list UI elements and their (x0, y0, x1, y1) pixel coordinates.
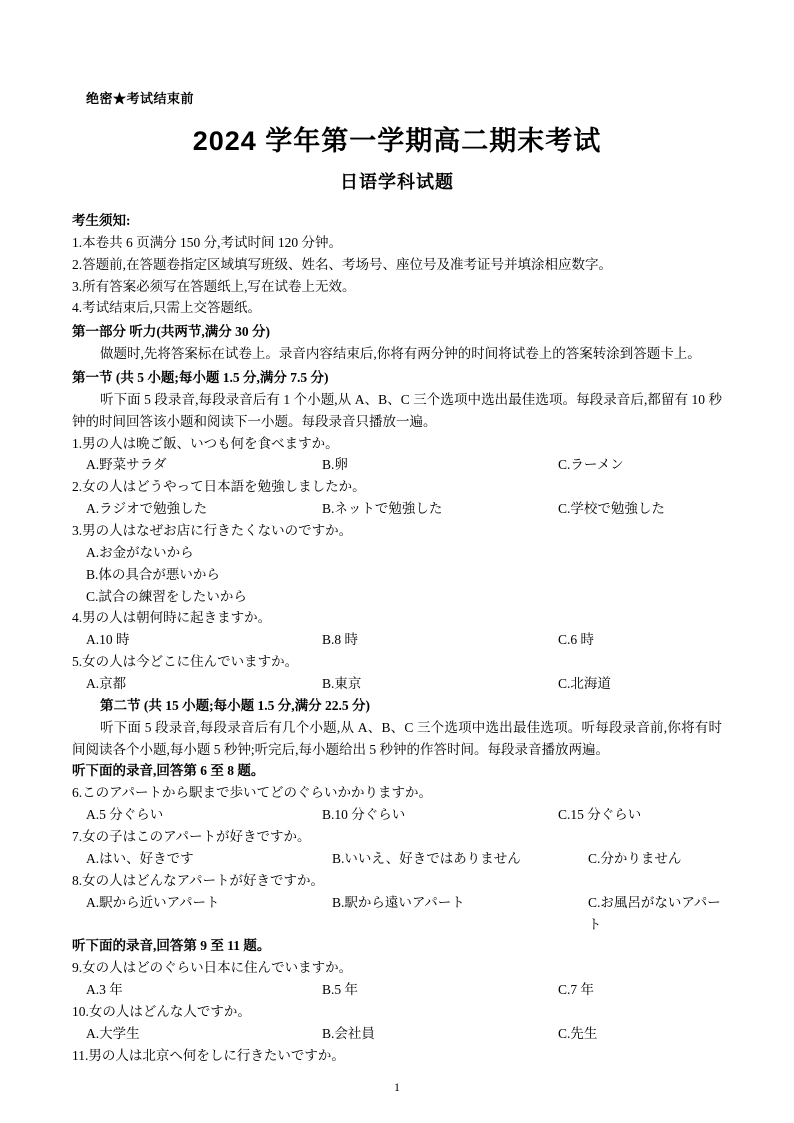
notice-item: 1.本卷共 6 页满分 150 分,考试时间 120 分钟。 (72, 234, 342, 250)
part1-heading: 第一部分 听力(共两节,满分 30 分) (72, 324, 270, 340)
option-a[interactable]: A.野菜サラダ (86, 457, 167, 473)
option-b[interactable]: B.体の具合が悪いから (86, 566, 220, 582)
page-number: 1 (394, 1080, 400, 1094)
section2-heading: 第二节 (共 15 小题;每小题 1.5 分,满分 22.5 分) (100, 697, 370, 713)
option-a[interactable]: A.5 分ぐらい (86, 807, 164, 823)
option-row (72, 848, 722, 870)
secret-label: 绝密★考试结束前 (86, 91, 195, 106)
option-c[interactable]: C.6 時 (558, 632, 595, 648)
option-row (72, 804, 722, 826)
option-a[interactable]: A.大学生 (86, 1025, 140, 1041)
option-c[interactable]: C.北海道 (558, 676, 611, 692)
question-stem: 8.女の人はどんなアパートが好きですか。 (72, 872, 325, 888)
option-b[interactable]: B.ネットで勉強した (322, 501, 443, 517)
option-a[interactable]: A.10 時 (86, 632, 130, 648)
option-c[interactable]: C.分かりません (588, 850, 682, 866)
question-stem: 3.男の人はなぜお店に行きたくないのですか。 (72, 523, 353, 539)
notice-item: 2.答题前,在答题卷指定区域填写班级、姓名、考场号、座位号及准考证号并填涂相应数字。 (72, 256, 612, 272)
option-c[interactable]: C.学校で勉強した (558, 501, 665, 517)
option-b[interactable]: B.いいえ、好きではありません (332, 850, 521, 866)
option-a[interactable]: A.はい、好きです (86, 850, 194, 866)
option-row (72, 979, 722, 1001)
option-a[interactable]: A.お金がないから (86, 544, 194, 560)
notice-item: 4.考试结束后,只需上交答题纸。 (72, 300, 261, 316)
question-stem: 2.女の人はどうやって日本語を勉強しましたか。 (72, 479, 366, 495)
option-b[interactable]: B.東京 (322, 676, 362, 692)
option-row (72, 673, 722, 695)
section1-intro: 听下面 5 段录音,每段录音后有 1 个小题,从 A、B、C 三个选项中选出最佳选项。每段录音后,都留有 10 秒钟的时间回答该小题和阅读下一小题。每段录音只播放一遍。 (72, 391, 722, 429)
notice-heading: 考生须知: (72, 213, 131, 228)
option-row (72, 454, 722, 476)
option-row (72, 892, 722, 936)
option-row (72, 498, 722, 520)
option-a[interactable]: A.京都 (86, 676, 127, 692)
section1-heading: 第一节 (共 5 小题;每小题 1.5 分,满分 7.5 分) (72, 370, 329, 386)
question-stem: 11.男の人は北京へ何をしに行きたいですか。 (72, 1047, 345, 1063)
notice-item: 3.所有答案必须写在答题纸上,写在试卷上无效。 (72, 278, 356, 294)
question-stem: 4.男の人は朝何時に起きますか。 (72, 610, 272, 626)
part1-intro: 做题时,先将答案标在试卷上。录音内容结束后,你将有两分钟的时间将试卷上的答案转涂到答题卡上。 (100, 346, 701, 362)
page-subtitle: 日语学科试题 (340, 172, 454, 192)
option-c[interactable]: C.15 分ぐらい (558, 807, 642, 823)
question-stem: 10.女の人はどんな人ですか。 (72, 1003, 251, 1019)
option-c[interactable]: C.お風呂がないアパート (588, 894, 721, 932)
question-stem: 1.男の人は晩ご飯、いつも何を食べますか。 (72, 435, 339, 451)
option-b[interactable]: B.10 分ぐらい (322, 807, 406, 823)
question-stem: 7.女の子はこのアパートが好きですか。 (72, 829, 311, 845)
group1-heading: 听下面的录音,回答第 6 至 8 题。 (72, 763, 265, 779)
group2-heading: 听下面的录音,回答第 9 至 11 题。 (72, 938, 271, 954)
question-stem: 6.このアパートから駅まで歩いてどのぐらいかかりますか。 (72, 785, 433, 801)
option-row (72, 629, 722, 651)
option-c[interactable]: C.ラーメン (558, 457, 624, 473)
option-c[interactable]: C.試合の練習をしたいから (86, 588, 247, 604)
question-stem: 5.女の人は今どこに住んでいますか。 (72, 654, 299, 670)
option-a[interactable]: A.ラジオで勉強した (86, 501, 208, 517)
option-b[interactable]: B.卵 (322, 457, 348, 473)
option-a[interactable]: A.3 年 (86, 982, 123, 998)
option-a[interactable]: A.駅から近いアパート (86, 894, 220, 910)
option-b[interactable]: B.会社員 (322, 1025, 375, 1041)
option-b[interactable]: B.5 年 (322, 982, 359, 998)
section2-intro: 听下面 5 段录音,每段录音后有几个小题,从 A、B、C 三个选项中选出最佳选项。听每段录音前,你将有时间阅读各个小题,每小题 5 秒钟;听完后,每小题给出 5 秒钟的作答时间。每段录音播放两遍。 (72, 719, 722, 757)
option-b[interactable]: B.駅から遠いアパート (332, 894, 465, 910)
option-c[interactable]: C.7 年 (558, 982, 595, 998)
option-row (72, 1023, 722, 1045)
question-stem: 9.女の人はどのぐらい日本に住んでいますか。 (72, 960, 353, 976)
option-b[interactable]: B.8 時 (322, 632, 359, 648)
option-c[interactable]: C.先生 (558, 1025, 598, 1041)
page-title: 2024 学年第一学期高二期末考试 (192, 126, 602, 156)
